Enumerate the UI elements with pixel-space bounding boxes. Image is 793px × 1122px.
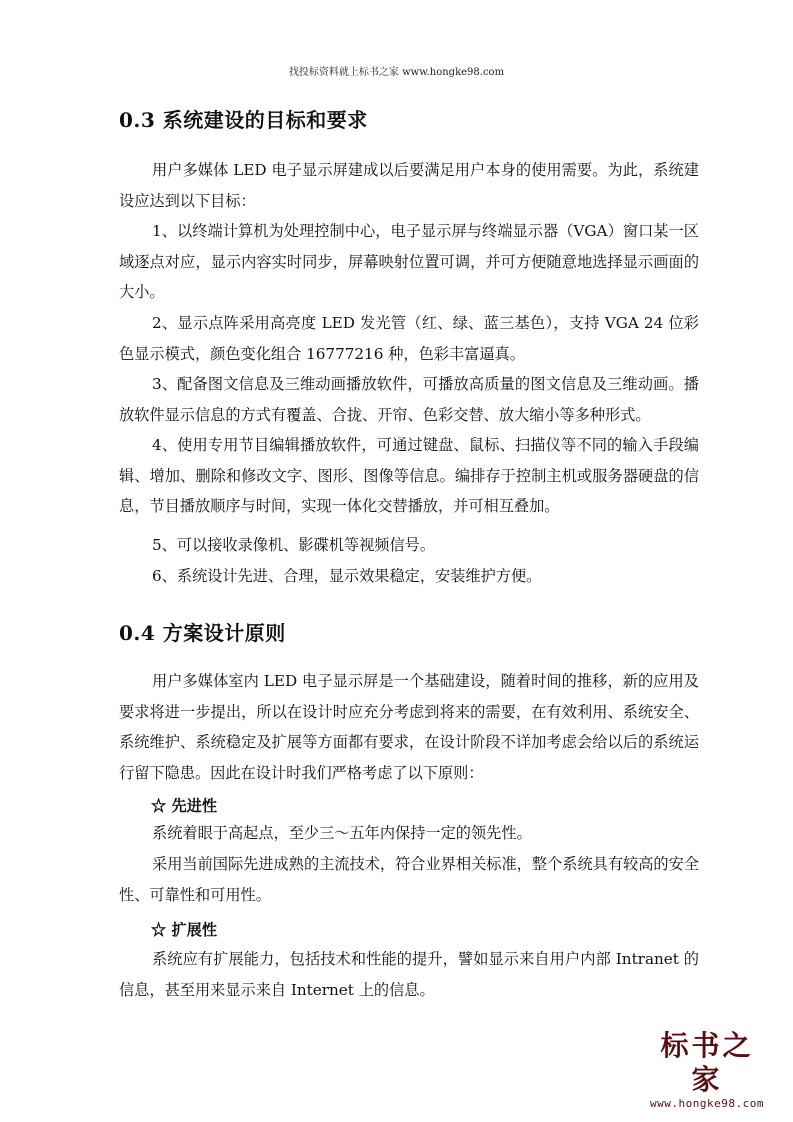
- logo-wordmark: 标书之家: [660, 1029, 754, 1096]
- section-heading-0-3: 0.3 系统建设的目标和要求: [119, 108, 368, 132]
- logo-url: www.hongke98.com: [650, 1097, 764, 1110]
- section-0-4-intro: 用户多媒体室内 LED 电子显示屏是一个基础建设，随着时间的推移，新的应用及要求将进一步提出，所以在设计时应充分考虑到将来的需要，在有效利用、系统安全、系统维护、系统稳定及扩展等方面都有要求，在设计阶段不详加考虑会给以后的系统运行留下隐患。因此在设计时我们严格考虑了以下原则：: [119, 672, 699, 782]
- goal-item-4: 4、使用专用节目编辑播放软件，可通过键盘、鼠标、扫描仪等不同的输入手段编辑、增加、删除和修改文字、图形、图像等信息。编排存于控制主机或服务器硬盘的信息，节目播放顺序与时间，实现一体化交替播放，并可相互叠加。: [119, 436, 699, 515]
- section-0-3-intro: 用户多媒体 LED 电子显示屏建成以后要满足用户本身的使用需要。为此，系统建设应达到以下目标：: [119, 161, 699, 210]
- principle-extensibility-p1: 系统应有扩展能力，包括技术和性能的提升，譬如显示来自用户内部 Intranet 的信息，甚至用来显示来自 Internet 上的信息。: [119, 950, 699, 999]
- brand-logo: [647, 1029, 767, 1110]
- principle-heading-extensibility: ☆ 扩展性: [151, 921, 218, 939]
- goal-item-3: 3、配备图文信息及三维动画播放软件，可播放高质量的图文信息及三维动画。播放软件显示信息的方式有覆盖、合拢、开帘、色彩交替、放大缩小等多种形式。: [119, 375, 699, 424]
- goal-item-5: 5、可以接收录像机、影碟机等视频信号。: [152, 536, 436, 554]
- page-header: 找投标资料就上标书之家 www.hongke98.com: [288, 67, 505, 78]
- principle-advanced-p1: 系统着眼于高起点，至少三～五年内保持一定的领先性。: [152, 824, 532, 842]
- goal-item-1: 1、以终端计算机为处理控制中心，电子显示屏与终端显示器（VGA）窗口某一区域逐点对应，显示内容实时同步，屏幕映射位置可调，并可方便随意地选择显示画面的大小。: [119, 222, 699, 301]
- principle-heading-advanced: ☆ 先进性: [151, 797, 218, 815]
- section-heading-0-4: 0.4 方案设计原则: [119, 621, 286, 645]
- goal-item-2: 2、显示点阵采用高亮度 LED 发光管（红、绿、蓝三基色），支持 VGA 24 位彩色显示模式，颜色变化组合 16777216 种，色彩丰富逼真。: [119, 314, 699, 363]
- goal-item-6: 6、系统设计先进、合理，显示效果稳定，安装维护方便。: [152, 567, 542, 585]
- principle-advanced-p2: 采用当前国际先进成熟的主流技术，符合业界相关标准，整个系统具有较高的安全性、可靠性和可用性。: [119, 855, 699, 904]
